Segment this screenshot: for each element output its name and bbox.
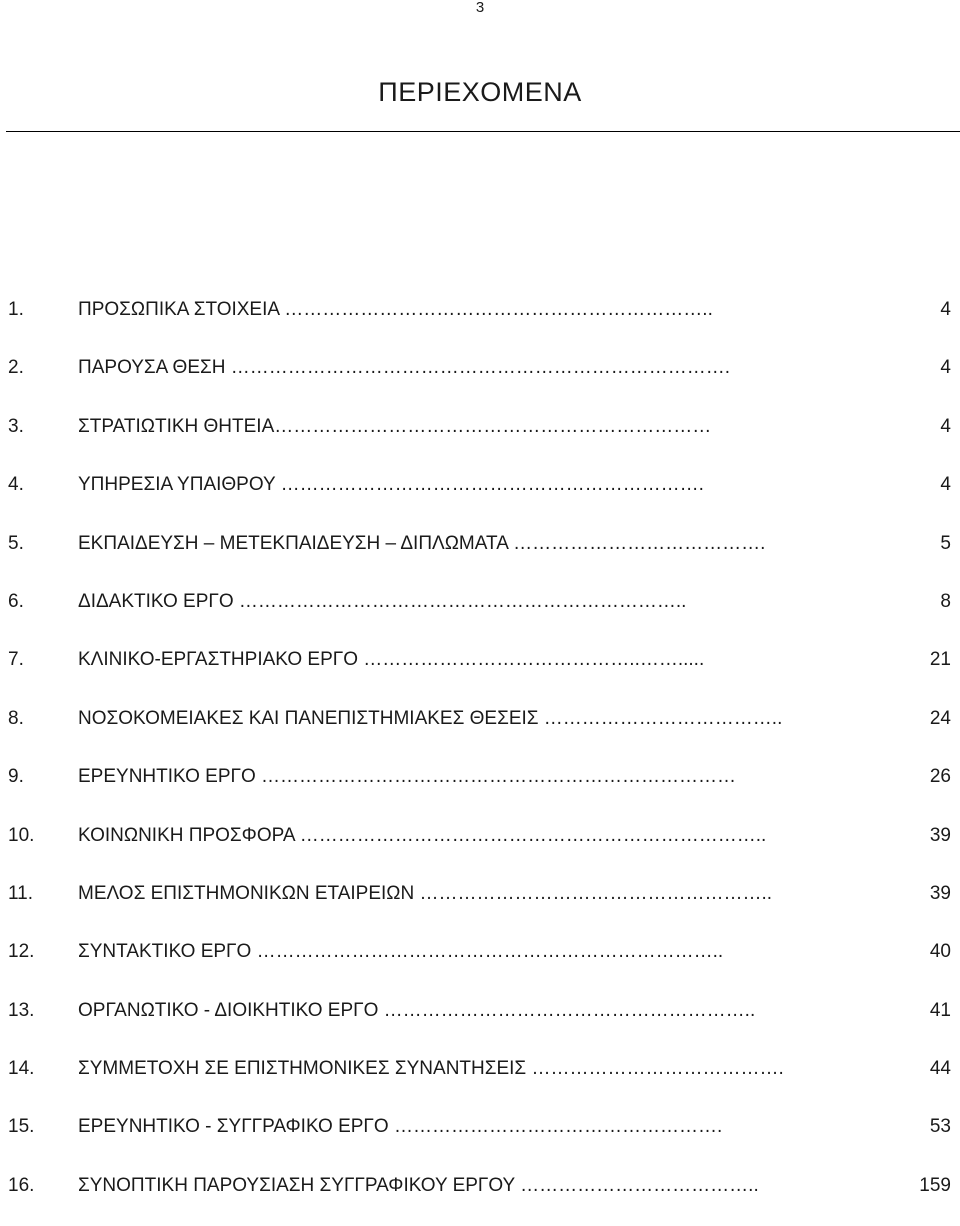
toc-entry-title: ΕΡΕΥΝΗΤΙΚΟ ΕΡΓΟ ………………………………………………………………… (78, 766, 737, 788)
toc-entry[interactable] (0, 876, 960, 934)
toc-entry-page: 26 (929, 766, 951, 788)
toc-entry-title: ΣΥΝΤΑΚΤΙΚΟ ΕΡΓΟ ……………………………………………………………….. (78, 941, 724, 963)
toc-entry-number: 3. (8, 415, 24, 437)
toc-entry-page: 4 (940, 415, 951, 437)
toc-entry[interactable] (0, 1109, 960, 1167)
toc-entry[interactable] (0, 701, 960, 759)
toc-entry-page: 4 (940, 474, 951, 496)
toc-entry-page: 44 (929, 1058, 951, 1080)
toc-entry[interactable] (0, 409, 960, 467)
toc-entry-page: 39 (929, 882, 951, 904)
toc-entry-title: ΠΑΡΟΥΣΑ ΘΕΣΗ ……………………………………………………………………. (78, 357, 731, 379)
toc-entry[interactable] (0, 584, 960, 642)
toc-entry[interactable] (0, 292, 960, 350)
toc-entry-title: ΠΡΟΣΩΠΙΚΑ ΣΤΟΙΧΕΙΑ ………………………………………………………….. (78, 299, 713, 320)
toc-entry-number: 9. (8, 766, 24, 788)
toc-entry-number: 2. (8, 357, 24, 379)
toc-entry-page: 5 (940, 532, 951, 554)
toc-entry-number: 8. (8, 707, 24, 729)
toc-entry-page: 39 (929, 824, 951, 846)
page-title: ΠΕΡΙΕΧΟΜΕΝΑ (378, 77, 582, 107)
toc-entry-number: 7. (8, 649, 24, 671)
toc-entry-title: ΕΡΕΥΝΗΤΙΚΟ - ΣΥΓΓΡΑΦΙΚΟ ΕΡΓΟ ……………………………………………. (78, 1116, 723, 1138)
toc-entry-number: 16. (8, 1174, 35, 1196)
toc-entry[interactable] (0, 759, 960, 817)
toc-entry[interactable] (0, 993, 960, 1051)
toc-entry-number: 1. (8, 299, 24, 320)
toc-entry-page: 41 (929, 999, 951, 1021)
toc-entry-number: 4. (8, 474, 24, 496)
toc-entry[interactable] (0, 642, 960, 700)
toc-entry-title: ΚΟΙΝΩΝΙΚΗ ΠΡΟΣΦΟΡΑ ……………………………………………………………….. (78, 824, 767, 846)
toc-entry[interactable] (0, 934, 960, 992)
toc-entry-number: 11. (8, 882, 34, 904)
toc-entry-number: 14. (8, 1058, 35, 1080)
toc-entry[interactable] (0, 350, 960, 408)
toc-entry-number: 5. (8, 532, 24, 554)
toc-entry-number: 12. (8, 941, 35, 963)
toc-entry-page: 8 (940, 590, 951, 612)
toc-entry-title: ΣΥΜΜΕΤΟΧΗ ΣΕ ΕΠΙΣΤΗΜΟΝΙΚΕΣ ΣΥΝΑΝΤΗΣΕΙΣ …………………………………. (78, 1058, 784, 1080)
toc-entry-title: ΟΡΓΑΝΩΤΙΚΟ - ΔΙΟΙΚΗΤΙΚΟ ΕΡΓΟ ………………………………………………….. (78, 999, 756, 1021)
table-of-contents (0, 292, 960, 1226)
toc-entry-title: ΔΙΔΑΚΤΙΚΟ ΕΡΓΟ …………………………………………………………….. (78, 590, 687, 612)
toc-entry-title: ΕΚΠΑΙΔΕΥΣΗ – ΜΕΤΕΚΠΑΙΔΕΥΣΗ – ΔΙΠΛΩΜΑΤΑ …………………………………. (78, 532, 766, 554)
toc-entry-page: 21 (929, 649, 951, 671)
toc-entry-number: 13. (8, 999, 35, 1021)
toc-entry-page: 24 (929, 707, 951, 729)
toc-entry[interactable] (0, 467, 960, 525)
toc-entry[interactable] (0, 526, 960, 584)
toc-entry[interactable] (0, 818, 960, 876)
toc-entry-page: 159 (919, 1174, 951, 1196)
toc-entry-page: 4 (940, 357, 951, 379)
toc-entry-title: ΣΤΡΑΤΙΩΤΙΚΗ ΘΗΤΕΙΑ…………………………………………………………… (78, 415, 712, 437)
toc-entry-title: ΜΕΛΟΣ ΕΠΙΣΤΗΜΟΝΙΚΩΝ ΕΤΑΙΡΕΙΩΝ ……………………………………………….. (78, 882, 773, 904)
toc-entry[interactable] (0, 1168, 960, 1226)
toc-entry-number: 6. (8, 590, 24, 612)
toc-entry-page: 4 (940, 299, 951, 320)
toc-entry-title: ΣΥΝΟΠΤΙΚΗ ΠΑΡΟΥΣΙΑΣΗ ΣΥΓΓΡΑΦΙΚΟΥ ΕΡΓΟΥ ……………………………….. (78, 1174, 759, 1196)
toc-entry-title: ΝΟΣΟΚΟΜΕΙΑΚΕΣ ΚΑΙ ΠΑΝΕΠΙΣΤΗΜΙΑΚΕΣ ΘΕΣΕΙΣ ……………………………….. (78, 707, 783, 729)
toc-entry-title: ΚΛΙΝΙΚΟ-ΕΡΓΑΣΤΗΡΙΑΚΟ ΕΡΓΟ ……………………………………..……..... (78, 649, 705, 671)
title-underline-divider (6, 131, 960, 132)
toc-entry-title: ΥΠΗΡΕΣΙΑ ΥΠΑΙΘΡΟΥ …………………………………………………………. (78, 474, 704, 496)
toc-entry-page: 40 (929, 941, 951, 963)
page-number: 3 (475, 0, 485, 16)
toc-entry[interactable] (0, 1051, 960, 1109)
toc-entry-number: 15. (8, 1116, 35, 1138)
toc-entry-number: 10. (8, 824, 35, 846)
toc-entry-page: 53 (929, 1116, 951, 1138)
